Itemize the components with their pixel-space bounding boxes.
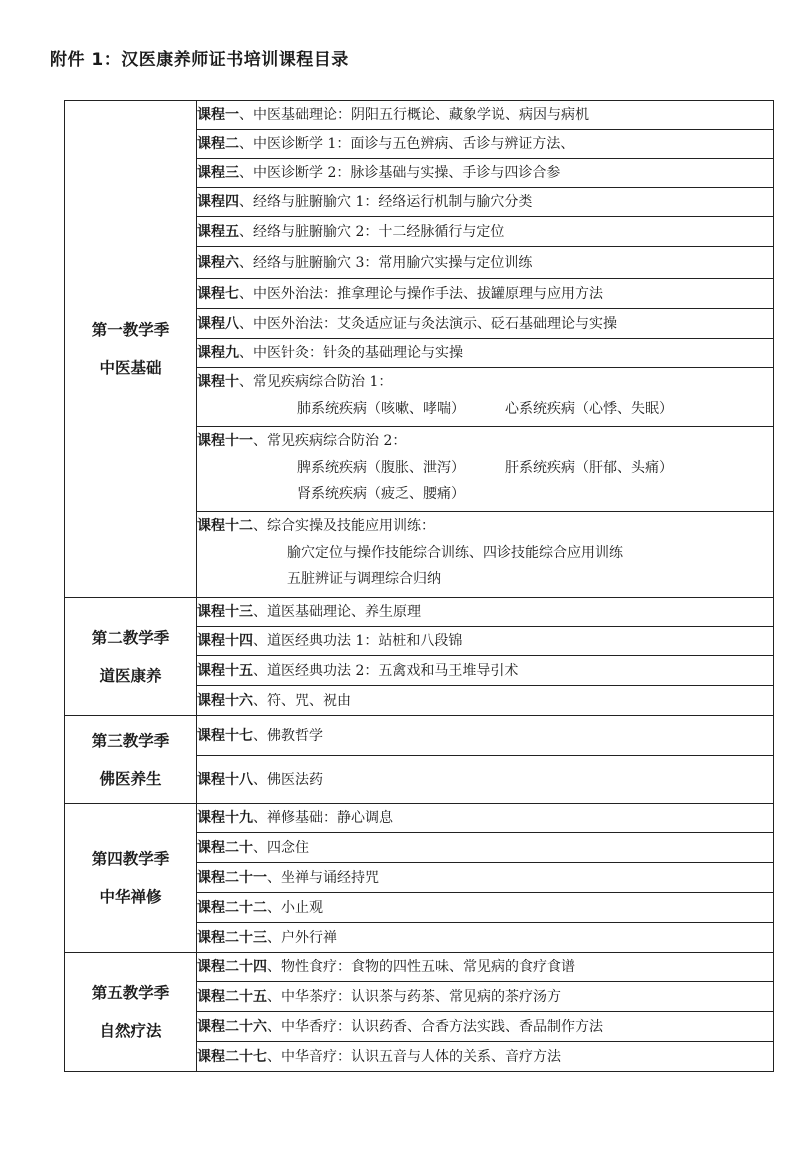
- course-title: 、经络与脏腑腧穴 1：经络运行机制与腧穴分类: [239, 194, 533, 210]
- course-cell: [197, 863, 774, 893]
- course-cell: [197, 1042, 774, 1072]
- course-title: 、佛医法药: [253, 771, 323, 788]
- course-cell: [197, 833, 774, 863]
- course-number: 课程十五: [197, 662, 253, 679]
- course-row: [65, 953, 774, 982]
- course-title: 、中华音疗：认识五音与人体的关系、音疗方法: [267, 1048, 561, 1065]
- season-cell: [65, 953, 197, 1072]
- season-subject: 中医基础: [99, 359, 162, 377]
- course-title: 、综合实操及技能应用训练：: [253, 518, 435, 534]
- course-number: 课程二十一: [197, 869, 267, 886]
- course-title: 、经络与脏腑腧穴 2：十二经脉循行与定位: [239, 223, 505, 240]
- course-number: 课程二十六: [197, 1018, 267, 1035]
- season-subject: 自然疗法: [99, 1022, 162, 1040]
- course-number: 课程十六: [197, 692, 253, 709]
- season-cell: [65, 101, 197, 598]
- course-cell: [197, 953, 774, 982]
- course-detail-item: 肾系统疾病（疲乏、腰痛）: [297, 486, 465, 502]
- course-detail-item: 心系统疾病（心悸、失眠）: [505, 401, 673, 417]
- course-title: 、道医经典功法 1：站桩和八段锦: [253, 633, 463, 649]
- course-cell: [197, 716, 774, 756]
- course-title: 、中医外治法：推拿理论与操作手法、拔罐原理与应用方法: [239, 285, 603, 302]
- course-number: 课程十一: [197, 433, 253, 449]
- course-number: 课程四: [197, 194, 239, 210]
- course-cell: [197, 159, 774, 188]
- course-number: 课程二十三: [197, 929, 267, 946]
- course-title: 、中医诊断学 1：面诊与五色辨病、舌诊与辨证方法、: [239, 136, 575, 152]
- course-number: 课程三: [197, 165, 239, 181]
- course-number: 课程十二: [197, 518, 253, 534]
- course-number: 课程十八: [197, 771, 253, 788]
- course-detail-item: 五脏辨证与调理综合归纳: [287, 571, 441, 587]
- course-detail-item: 脾系统疾病（腹胀、泄泻）: [297, 460, 465, 476]
- season-name: 第四教学季: [91, 850, 170, 868]
- course-cell: [197, 368, 774, 427]
- season-name: 第一教学季: [91, 321, 170, 339]
- course-number: 课程五: [197, 223, 239, 240]
- season-cell: [65, 804, 197, 953]
- season-name: 第二教学季: [91, 628, 170, 647]
- course-number: 课程十七: [197, 727, 253, 744]
- document-title: 附件 1：汉医康养师证书培训课程目录: [50, 50, 349, 70]
- course-cell: [197, 512, 774, 598]
- course-cell: [197, 309, 774, 339]
- course-cell: [197, 893, 774, 923]
- course-cell: [197, 982, 774, 1012]
- course-title: 、常见疾病综合防治 2：: [253, 433, 407, 449]
- course-table-body: [65, 101, 774, 1072]
- course-cell: [197, 101, 774, 130]
- course-title: 、中医基础理论：阴阳五行概论、藏象学说、病因与病机: [239, 107, 589, 123]
- course-number: 课程八: [197, 315, 239, 332]
- course-number: 课程九: [197, 345, 239, 361]
- course-table: [64, 100, 774, 1072]
- course-number: 课程十九: [197, 810, 253, 826]
- course-title: 、坐禅与诵经持咒: [267, 869, 379, 886]
- course-row: [65, 101, 774, 130]
- course-number: 课程二十七: [197, 1048, 267, 1065]
- season-subject: 佛医养生: [99, 769, 162, 788]
- course-number: 课程一: [197, 107, 239, 123]
- course-title: 、中医诊断学 2：脉诊基础与实操、手诊与四诊合参: [239, 165, 561, 181]
- season-subject: 道医康养: [99, 666, 162, 685]
- season-cell: [65, 716, 197, 804]
- course-title: 、中华香疗：认识药香、合香方法实践、香品制作方法: [267, 1018, 603, 1035]
- course-row: [65, 598, 774, 627]
- course-title: 、中医外治法：艾灸适应证与灸法演示、砭石基础理论与实操: [239, 315, 617, 332]
- course-cell: [197, 598, 774, 627]
- season-name: 第五教学季: [91, 984, 170, 1002]
- season-subject: 中华禅修: [99, 888, 162, 906]
- course-cell: [197, 923, 774, 953]
- course-number: 课程十四: [197, 633, 253, 649]
- course-title: 、佛教哲学: [253, 727, 323, 744]
- course-title: 、经络与脏腑腧穴 3：常用腧穴实操与定位训练: [239, 254, 533, 271]
- course-number: 课程十: [197, 374, 239, 390]
- course-row: [65, 716, 774, 756]
- course-number: 课程六: [197, 254, 239, 271]
- course-number: 课程二十二: [197, 899, 267, 916]
- course-cell: [197, 427, 774, 512]
- course-cell: [197, 217, 774, 247]
- course-detail-item: 肝系统疾病（肝郁、头痛）: [505, 460, 673, 476]
- course-title: 、道医基础理论、养生原理: [253, 604, 421, 620]
- course-title: 、户外行禅: [267, 929, 337, 946]
- course-title: 、符、咒、祝由: [253, 692, 351, 709]
- course-cell: [197, 130, 774, 159]
- course-title: 、道医经典功法 2：五禽戏和马王堆导引术: [253, 662, 519, 679]
- course-number: 课程十三: [197, 604, 253, 620]
- course-title: 、常见疾病综合防治 1：: [239, 374, 393, 390]
- course-detail-item: 肺系统疾病（咳嗽、哮喘）: [297, 401, 465, 417]
- course-number: 课程七: [197, 285, 239, 302]
- course-cell: [197, 627, 774, 656]
- course-cell: [197, 656, 774, 686]
- course-cell: [197, 339, 774, 368]
- course-number: 课程二十四: [197, 959, 267, 975]
- course-cell: [197, 247, 774, 279]
- course-title: 、小止观: [267, 899, 323, 916]
- course-number: 课程二十五: [197, 988, 267, 1005]
- course-title: 、中医针灸：针灸的基础理论与实操: [239, 345, 463, 361]
- season-name: 第三教学季: [91, 731, 170, 750]
- course-cell: [197, 804, 774, 833]
- course-row: [65, 804, 774, 833]
- course-title: 、物性食疗：食物的四性五味、常见病的食疗食谱: [267, 959, 575, 975]
- course-cell: [197, 1012, 774, 1042]
- course-cell: [197, 756, 774, 804]
- course-detail-item: 腧穴定位与操作技能综合训练、四诊技能综合应用训练: [287, 545, 623, 561]
- course-number: 课程二: [197, 136, 239, 152]
- course-cell: [197, 279, 774, 309]
- course-title: 、中华茶疗：认识茶与药茶、常见病的茶疗汤方: [267, 988, 561, 1005]
- course-title: 、四念住: [253, 839, 309, 856]
- course-cell: [197, 686, 774, 716]
- season-cell: [65, 598, 197, 716]
- course-number: 课程二十: [197, 839, 253, 856]
- course-title: 、禅修基础：静心调息: [253, 810, 393, 826]
- course-cell: [197, 188, 774, 217]
